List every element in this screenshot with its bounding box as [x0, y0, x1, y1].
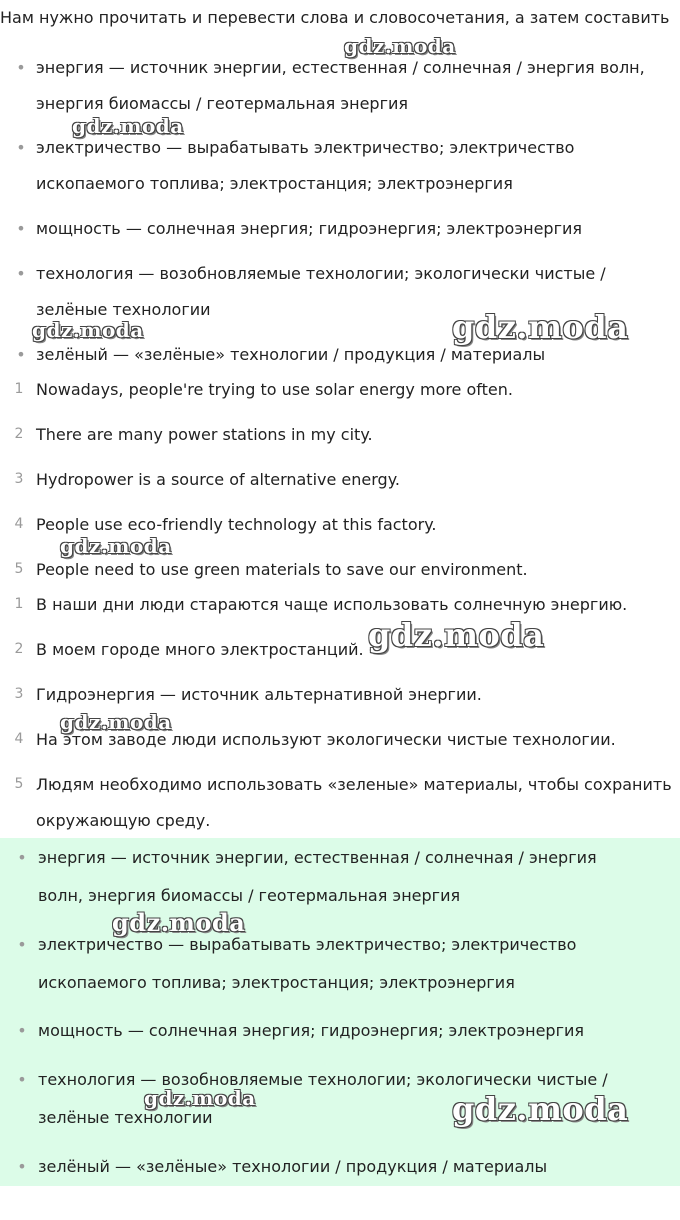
item-number: 2: [14, 426, 24, 442]
list-item-line: мощность — солнечная энергия; гидроэнергия; электроэнергия: [38, 1021, 585, 1040]
item-number: 1: [14, 381, 24, 397]
list-item-line: ископаемого топлива; электростанция; электроэнергия: [38, 973, 515, 992]
sentence-text: окружающую среду.: [36, 811, 211, 830]
list-item-line: электричество — вырабатывать электричество; электричество: [38, 935, 577, 954]
list-item-line: электричество — вырабатывать электричество; электричество: [36, 138, 575, 157]
watermark: gdz.moda: [452, 1090, 629, 1128]
item-number: 1: [14, 596, 24, 612]
watermark: gdz.moda: [368, 616, 545, 654]
watermark: gdz.moda: [72, 114, 184, 138]
bullet-marker: •: [17, 848, 27, 867]
sentence-text: Людям необходимо использовать «зеленые» материалы, чтобы сохранить: [36, 775, 672, 794]
list-item-line: технология — возобновляемые технологии; экологически чистые /: [38, 1070, 608, 1089]
list-item-line: волн, энергия биомассы / геотермальная энергия: [38, 886, 461, 905]
bullet-marker: •: [17, 1070, 27, 1089]
highlighted-vocabulary-block: [0, 838, 680, 1186]
list-item-line: энергия — источник энергии, естественная / солнечная / энергия: [38, 848, 597, 867]
sentence-text: Nowadays, people're trying to use solar energy more often.: [36, 380, 513, 399]
list-item-line: ископаемого топлива; электростанция; электроэнергия: [36, 174, 513, 193]
bullet-marker: •: [16, 138, 26, 157]
item-number: 4: [14, 516, 24, 532]
bullet-marker: •: [16, 58, 26, 77]
bullet-marker: •: [17, 1021, 27, 1040]
list-item-line: зелёные технологии: [38, 1108, 213, 1127]
bullet-marker: •: [16, 264, 26, 283]
bullet-marker: •: [17, 935, 27, 954]
list-item-line: технология — возобновляемые технологии; экологически чистые /: [36, 264, 606, 283]
bullet-marker: •: [17, 1157, 27, 1176]
sentence-text: В наши дни люди стараются чаще использовать солнечную энергию.: [36, 595, 628, 614]
sentence-text: People use eco-friendly technology at this factory.: [36, 515, 437, 534]
list-item-line: зелёные технологии: [36, 300, 211, 319]
watermark: gdz.moda: [344, 34, 456, 58]
bullet-marker: •: [16, 219, 26, 238]
intro-text: Нам нужно прочитать и перевести слова и словосочетания, а затем составить: [0, 8, 670, 27]
sentence-text: На этом заводе люди используют экологически чистые технологии.: [36, 730, 616, 749]
sentence-text: Гидроэнергия — источник альтернативной энергии.: [36, 685, 482, 704]
item-number: 4: [14, 731, 24, 747]
watermark: gdz.moda: [32, 318, 144, 342]
sentence-text: There are many power stations in my city.: [36, 425, 373, 444]
watermark: gdz.moda: [60, 534, 172, 558]
watermark: gdz.moda: [112, 908, 246, 937]
item-number: 2: [14, 641, 24, 657]
list-item-line: мощность — солнечная энергия; гидроэнергия; электроэнергия: [36, 219, 583, 238]
item-number: 3: [14, 686, 24, 702]
list-item-line: энергия — источник энергии, естественная / солнечная / энергия волн,: [36, 58, 645, 77]
bullet-marker: •: [16, 345, 26, 364]
watermark: gdz.moda: [60, 710, 172, 734]
sentence-text: Hydropower is a source of alternative energy.: [36, 470, 400, 489]
item-number: 3: [14, 471, 24, 487]
list-item-line: зелёный — «зелёные» технологии / продукция / материалы: [36, 345, 546, 364]
list-item-line: энергия биомассы / геотермальная энергия: [36, 94, 409, 113]
watermark: gdz.moda: [144, 1086, 256, 1110]
sentence-text: People need to use green materials to save our environment.: [36, 560, 528, 579]
sentence-text: В моем городе много электростанций.: [36, 640, 364, 659]
watermark: gdz.moda: [452, 308, 629, 346]
item-number: 5: [14, 561, 24, 577]
list-item-line: зелёный — «зелёные» технологии / продукция / материалы: [38, 1157, 548, 1176]
item-number: 5: [14, 776, 24, 792]
